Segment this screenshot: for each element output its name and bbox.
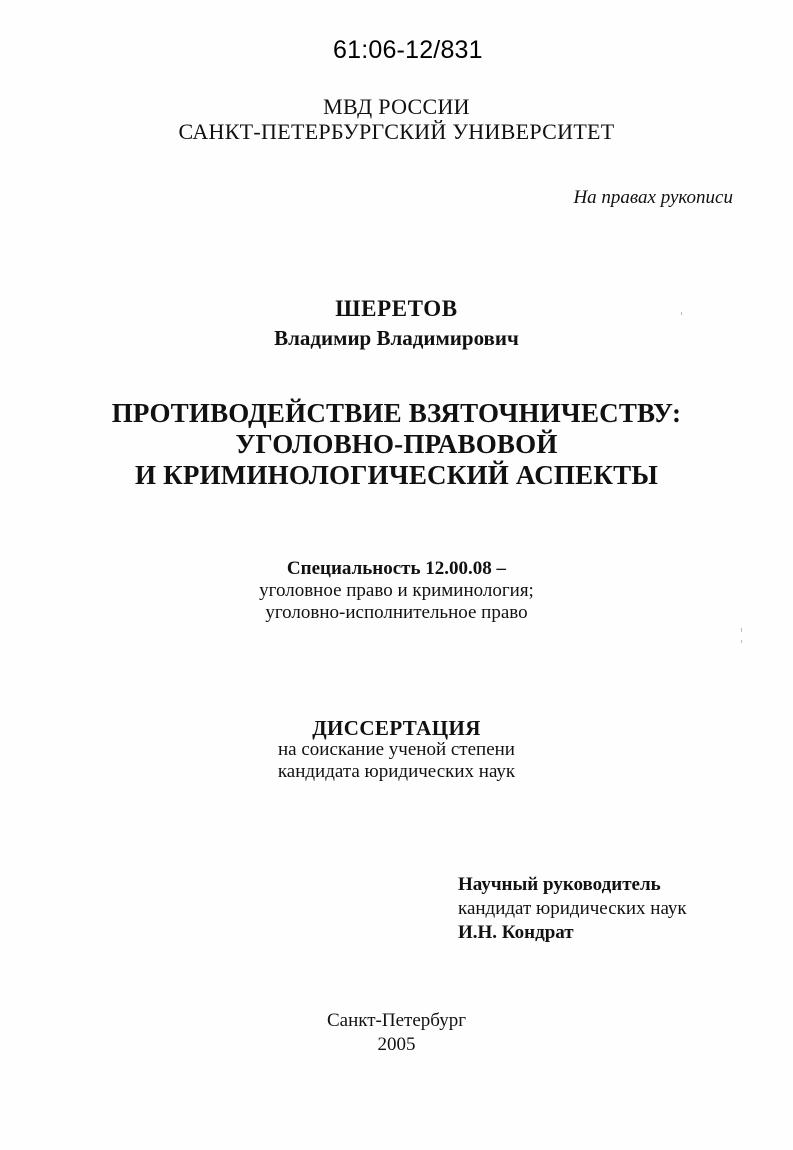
work-type-heading: ДИССЕРТАЦИЯ <box>312 716 481 740</box>
title-line-2: УГОЛОВНО-ПРАВОВОЙ <box>235 429 558 459</box>
scan-speck <box>741 640 742 643</box>
archive-stamp: 61:06-12/831 <box>333 36 483 64</box>
advisor-name: И.Н. Кондрат <box>458 922 574 943</box>
specialty-heading: Специальность 12.00.08 – <box>286 558 507 579</box>
title-line-1: ПРОТИВОДЕЙСТВИЕ ВЗЯТОЧНИЧЕСТВУ: <box>111 398 682 428</box>
year: 2005 <box>377 1034 416 1055</box>
work-type-line-2: кандидата юридических наук <box>277 761 516 782</box>
scan-speck <box>681 312 682 315</box>
specialty-line-1: уголовное право и криминология; <box>259 580 534 601</box>
place-year-block <box>0 1009 793 1057</box>
scan-speck <box>741 628 742 632</box>
city: Санкт-Петербург <box>326 1010 466 1031</box>
advisor-role: Научный руководитель <box>458 874 661 895</box>
author-name: Владимир Владимирович <box>274 326 519 350</box>
advisor-block <box>458 873 687 945</box>
author-surname: ШЕРЕТОВ <box>335 296 458 321</box>
dissertation-title <box>0 398 793 491</box>
manuscript-note: На правах рукописи <box>573 187 733 208</box>
specialty-line-2: уголовно-исполнительное право <box>265 602 528 623</box>
organization-block <box>0 94 793 144</box>
university-name: САНКТ-ПЕТЕРБУРГСКИЙ УНИВЕРСИТЕТ <box>178 119 615 144</box>
work-type-block <box>0 717 793 783</box>
ministry-name: МВД РОССИИ <box>323 94 470 119</box>
advisor-degree: кандидат юридических наук <box>458 898 687 919</box>
specialty-block <box>0 558 793 624</box>
work-type-line-1: на соискание ученой степени <box>278 739 515 760</box>
title-line-3: И КРИМИНОЛОГИЧЕСКИЙ АСПЕКТЫ <box>134 460 659 490</box>
